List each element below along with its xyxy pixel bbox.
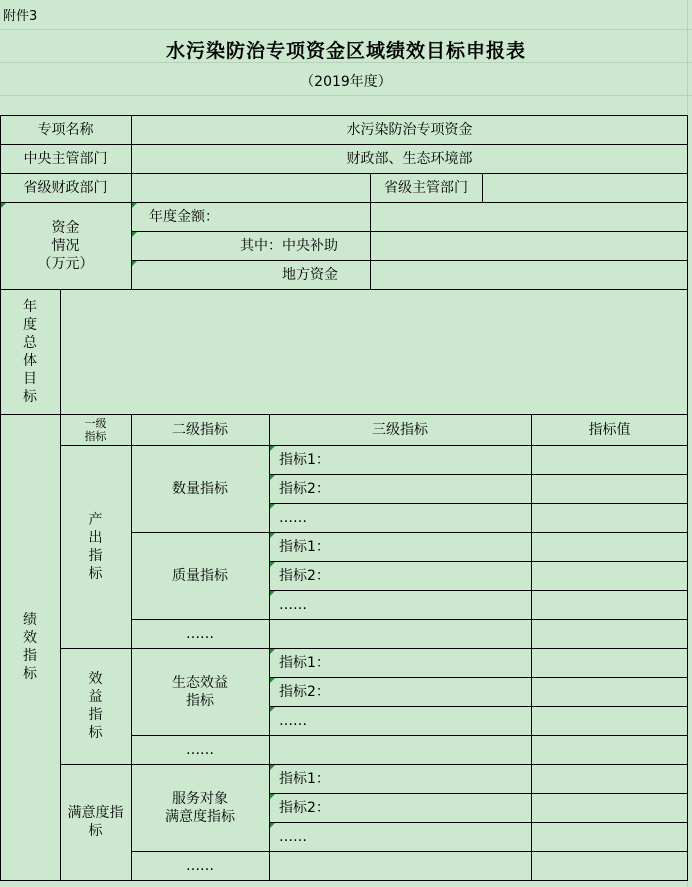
cell-indicator-mark [132,261,137,266]
provincial-finance-label: 省级财政部门 [23,179,108,196]
central-subsidy-label: 其中：中央补助 [240,237,338,254]
header-level3: 三级指标 [372,421,428,438]
provincial-dept-value[interactable] [482,173,688,202]
page-title: 水污染防治专项资金区域绩效目标申报表 [165,40,526,62]
quantity-indicator-more[interactable]: …… [279,509,307,526]
cell-indicator-mark [270,533,275,538]
gridline [0,29,692,30]
service-indicator-1[interactable]: 指标1： [279,770,330,787]
overall-goal-char: 目 [23,370,37,387]
cell-indicator-mark [270,678,275,683]
value-cell[interactable] [531,764,688,793]
quality-indicator-label: 质量指标 [172,567,228,584]
cell-indicator-mark [270,446,275,451]
gridline [0,95,692,96]
service-line: 服务对象 [172,790,228,807]
eco-benefit-line: 生态效益 [172,674,228,691]
quality-indicator-1[interactable]: 指标1： [279,538,330,555]
value-cell[interactable] [531,474,688,503]
cell-indicator-mark [1,203,6,208]
quality-indicator-more[interactable]: …… [279,596,307,613]
header-level1-line: 指标 [84,429,107,443]
table-line [0,880,688,881]
quantity-indicator-1[interactable]: 指标1： [279,451,330,468]
header-level1 [60,414,131,445]
local-funds-value[interactable] [370,260,688,289]
overall-goal-char: 体 [23,352,37,369]
value-cell[interactable] [531,503,688,532]
provincial-dept-label: 省级主管部门 [384,179,468,196]
benefit-more: …… [186,741,214,758]
overall-goal-char: 度 [23,316,37,333]
output-char: 产 [88,511,103,528]
cell-indicator-mark [132,232,137,237]
report-year: （2019年度） [300,74,392,90]
output-more: …… [186,625,214,642]
value-cell[interactable] [531,590,688,619]
overall-goal-char: 年 [23,298,37,315]
cell-indicator-mark [270,591,275,596]
eco-benefit-line: 指标 [186,692,214,709]
satisfaction-more: …… [186,857,214,874]
benefit-char: 标 [88,725,103,741]
value-cell[interactable] [531,822,688,851]
central-subsidy-value[interactable] [370,231,688,260]
value-cell[interactable] [531,561,688,590]
quantity-indicator-2[interactable]: 指标2： [279,480,330,497]
cell-indicator-mark [270,475,275,480]
provincial-finance-value[interactable] [131,173,370,202]
performance-char: 绩 [23,612,37,628]
central-dept-label: 中央主管部门 [23,150,108,167]
eco-indicator-more[interactable]: …… [279,712,307,729]
header-level1-line: 一级 [84,416,107,430]
performance-char: 标 [23,666,37,682]
output-char: 指 [88,547,103,564]
cell-indicator-mark [270,823,275,828]
overall-goal-char: 标 [23,388,37,405]
cell-indicator-mark [270,794,275,799]
performance-char: 效 [23,630,37,646]
overall-goal-value[interactable] [60,289,688,414]
benefit-indicator-label [60,648,131,764]
service-satisfaction-label [131,764,269,851]
project-name-label: 专项名称 [37,121,94,138]
eco-indicator-1[interactable]: 指标1： [279,654,330,671]
central-dept-value[interactable]: 财政部、生态环境部 [346,150,473,167]
output-char: 出 [88,529,103,546]
attachment-label: 附件3 [3,9,38,24]
value-cell[interactable] [531,706,688,735]
header-value: 指标值 [588,421,631,438]
benefit-char: 效 [88,671,103,687]
header-level2: 二级指标 [172,421,228,438]
value-cell[interactable] [531,648,688,677]
performance-label [0,414,60,880]
cell-indicator-mark [270,765,275,770]
annual-amount-value[interactable] [370,202,688,231]
value-cell[interactable] [531,677,688,706]
overall-goal-label [0,289,60,414]
benefit-char: 益 [88,689,103,705]
cell-indicator-mark [270,562,275,567]
value-cell[interactable] [531,445,688,474]
performance-char: 指 [23,648,37,664]
service-indicator-more[interactable]: …… [279,828,307,845]
funds-label [0,202,131,289]
funds-label-line: 情况 [51,237,80,254]
cell-indicator-mark [270,649,275,654]
funds-label-line: （万元） [37,255,94,272]
value-cell[interactable] [531,532,688,561]
local-funds-label: 地方资金 [282,266,338,283]
output-char: 标 [88,565,103,582]
funds-label-line: 资金 [51,219,80,236]
satisfaction-line: 标 [88,823,103,839]
satisfaction-line: 满意度指 [67,805,124,821]
value-cell[interactable] [531,793,688,822]
annual-amount-label: 年度金额： [149,208,219,225]
service-line: 满意度指标 [165,808,235,825]
quality-indicator-2[interactable]: 指标2： [279,567,330,584]
eco-benefit-label [131,648,269,735]
cell-indicator-mark [270,504,275,509]
overall-goal-char: 总 [23,334,37,351]
benefit-char: 指 [88,707,103,723]
cell-indicator-mark [132,203,137,208]
project-name-value[interactable]: 水污染防治专项资金 [346,121,473,138]
eco-indicator-2[interactable]: 指标2： [279,683,330,700]
output-indicator-label [60,445,131,648]
service-indicator-2[interactable]: 指标2： [279,799,330,816]
satisfaction-indicator-label [60,764,131,880]
quantity-indicator-label: 数量指标 [172,480,228,497]
cell-indicator-mark [270,707,275,712]
